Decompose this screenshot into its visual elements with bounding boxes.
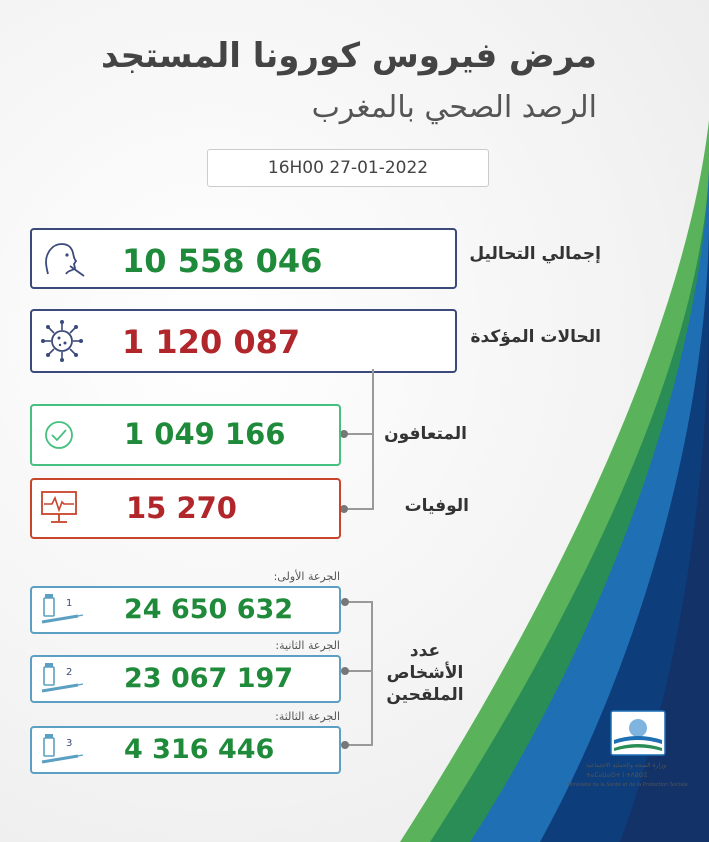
connector-dot [341,667,349,675]
dose2-label: الجرعة الثانية: [275,639,340,652]
virus-icon [40,319,84,363]
connector-line [348,670,372,672]
recovered-box [30,404,341,466]
dose3-label: الجرعة الثالثة: [275,710,340,723]
deaths-box [30,478,341,539]
deaths-value: 15 270 [126,491,237,525]
svg-text:1: 1 [66,598,73,609]
page-subtitle: الرصد الصحي بالمغرب [311,90,597,125]
connector-line [346,433,374,435]
vaccine-vial-syringe-icon [38,732,84,766]
ministry-logo-icon [610,710,666,756]
deaths-label: الوفيات [404,496,469,516]
swab-test-icon [40,238,86,278]
connector-line [372,369,374,510]
connector-dot [341,741,349,749]
heart-monitor-icon [40,490,78,526]
confirmed-box [30,309,457,373]
dose1-box [30,586,341,634]
total-tests-box [30,228,457,289]
dose3-box [30,726,341,774]
report-date: 16H00 27-01-2022 [207,149,489,187]
connector-dot [340,505,348,513]
connector-line [348,744,372,746]
connector-line [371,601,373,746]
ministry-name-fr: Ministère de la Santé et de la Protection Sociale [568,782,688,788]
dose2-box [30,655,341,703]
vaccine-vial-syringe-icon [38,592,84,626]
connector-line [348,601,372,603]
svg-text:2: 2 [66,667,73,678]
svg-text:3: 3 [66,738,73,749]
total-tests-value: 10 558 046 [122,242,323,280]
total-tests-label: إجمالي التحاليل [469,244,601,264]
recovered-value: 1 049 166 [124,417,286,451]
confirmed-label: الحالات المؤكدة [470,327,601,347]
dose2-value: 23 067 197 [124,663,294,694]
confirmed-value: 1 120 087 [122,323,301,361]
dose1-label: الجرعة الأولى: [273,570,340,583]
recovered-label: المتعافون [384,424,467,444]
page-title: مرض فيروس كورونا المستجد [101,36,597,76]
connector-dot [341,598,349,606]
dose3-value: 4 316 446 [124,734,275,765]
connector-dot [340,430,348,438]
vaccine-vial-syringe-icon [38,661,84,695]
ministry-name-tfng: ⵜⴰⵎⴰⵡⴰⵙⵜ ⵏ ⵜⴷⵓⵙⵉ [586,772,648,779]
ministry-name-ar: وزارة الصحة والحماية الاجتماعية [586,762,666,769]
check-circle-icon [42,418,76,452]
connector-line [346,508,374,510]
vaccinated-label: عدد الأشخاص الملقحين [386,641,464,705]
dose1-value: 24 650 632 [124,594,294,625]
